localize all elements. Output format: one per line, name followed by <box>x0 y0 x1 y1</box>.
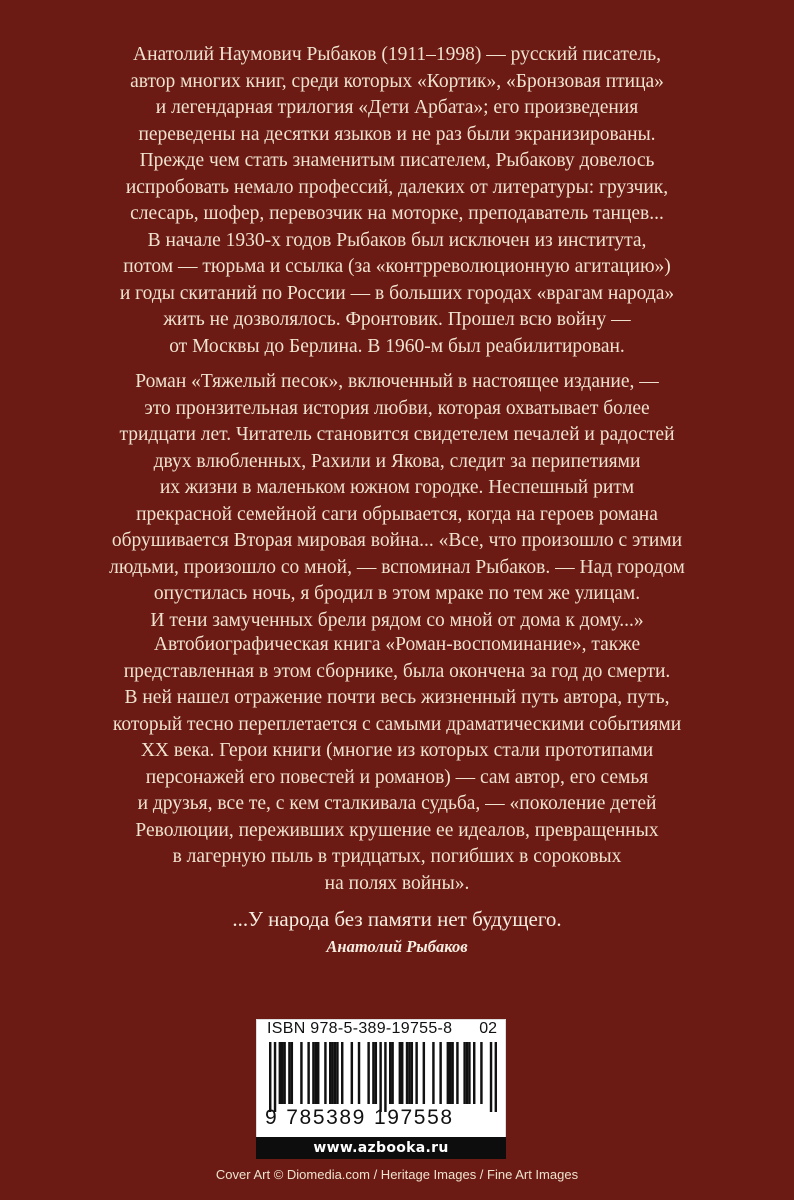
text-line: Анатолий Наумович Рыбаков (1911–1998) — русский писатель, <box>132 44 662 65</box>
barcode-bar <box>324 1042 326 1104</box>
text-line: в лагерную пыль в тридцатых, погибших в сороковых <box>172 846 622 867</box>
memoir-description-paragraph <box>60 632 734 897</box>
text-line: на полях войны». <box>324 872 470 894</box>
barcode-bar <box>447 1042 449 1104</box>
novel-description-paragraph <box>60 369 734 634</box>
barcode-bar <box>473 1042 475 1104</box>
barcode-bar <box>495 1042 497 1112</box>
barcode-bar <box>408 1042 410 1104</box>
barcode-bar <box>490 1042 492 1112</box>
text-line: опустилась ночь, я бродил в этом мраке по тем же улицам. <box>153 583 641 604</box>
cover-art-credits: Cover Art © Diomedia.com / Heritage Images / Fine Art Images <box>215 1167 579 1182</box>
barcode-bar <box>331 1042 333 1104</box>
barcode-bar <box>379 1042 381 1112</box>
isbn-label: ISBN 978-5-389-19755-8 <box>267 1020 453 1037</box>
epigraph-author: Анатолий Рыбаков <box>326 937 468 956</box>
text-line: Роман «Тяжелый песок», включенный в настоящее издание, — <box>135 371 659 392</box>
barcode-bar <box>384 1042 386 1112</box>
barcode-bar <box>466 1042 468 1104</box>
text-line: Революции, переживших крушение ее идеалов, превращенных <box>135 819 659 841</box>
text-line: В ней нашел отражение почти весь жизненный путь автора, путь, <box>124 687 670 708</box>
text-line: это пронзительная история любви, которая охватывает более <box>144 397 650 419</box>
text-line: который тесно переплетается с самыми драматическими событиями <box>112 713 682 735</box>
barcode-bar <box>358 1042 360 1104</box>
barcode-bar <box>439 1042 441 1104</box>
barcode-bar <box>291 1042 293 1104</box>
barcode-bar <box>401 1042 403 1104</box>
barcode-bars <box>269 1042 497 1112</box>
barcode-bar <box>300 1042 302 1104</box>
barcode-bar <box>432 1042 434 1104</box>
text-line: автор многих книг, среди которых «Кортик», «Бронзовая птица» <box>130 70 664 92</box>
text-line: слесарь, шофер, перевозчик на моторке, преподаватель танцев... <box>130 203 664 224</box>
epigraph-quote: ...У народа без памяти нет будущего. <box>232 907 562 931</box>
text-line: XX века. Герои книги (многие из которых стали прототипами <box>140 740 654 761</box>
text-line: В начале 1930-х годов Рыбаков был исключен из института, <box>147 229 647 251</box>
text-line: и друзья, все те, с кем сталкивала судьба, — «поколение детей <box>137 793 657 814</box>
barcode-bar <box>468 1042 470 1104</box>
barcode-bar <box>449 1042 451 1104</box>
text-line: людьми, произошло со мной, — вспоминал Рыбаков. — Над городом <box>109 556 685 578</box>
isbn-barcode <box>256 1019 506 1139</box>
barcode-bar <box>423 1042 425 1104</box>
barcode-digits <box>265 1106 454 1130</box>
text-line: от Москвы до Берлина. В 1960-м был реабилитирован. <box>169 335 625 357</box>
barcode-bar <box>399 1042 401 1104</box>
barcode-bar <box>307 1042 309 1104</box>
barcode-bar <box>375 1042 377 1104</box>
text-line: И тени замученных брели рядом со мной от дома к дому...» <box>150 609 644 631</box>
barcode-bar <box>329 1042 331 1104</box>
barcode-bar <box>315 1042 317 1104</box>
text-line: и годы скитаний по России — в больших городах «врагам народа» <box>119 282 675 304</box>
text-line: жить не дозволялось. Фронтовик. Прошел всю войну — <box>163 309 631 330</box>
barcode-bar <box>281 1042 283 1104</box>
text-line: Прежде чем стать знаменитым писателем, Рыбакову довелось <box>139 150 655 171</box>
text-line: потом — тюрьма и ссылка (за «контрреволюционную агитацию») <box>123 256 671 277</box>
text-line: их жизни в маленьком южном городке. Неспешный ритм <box>159 477 635 498</box>
barcode-bar <box>334 1042 336 1104</box>
barcode-bar <box>336 1042 338 1104</box>
barcode-bar <box>456 1042 458 1104</box>
barcode-bar <box>391 1042 393 1104</box>
barcode-bar <box>269 1042 271 1112</box>
text-line: представленная в этом сборнике, была окончена за год до смерти. <box>123 660 671 682</box>
barcode-digits-right: 197558 <box>373 1106 454 1129</box>
barcode-bar <box>411 1042 413 1104</box>
barcode-bar <box>312 1042 314 1104</box>
barcode-bar <box>341 1042 343 1104</box>
author-bio-paragraph <box>60 42 734 360</box>
barcode-bar <box>480 1042 482 1104</box>
text-line: Автобиографическая книга «Роман-воспоминание», также <box>153 634 641 655</box>
barcode-bar <box>415 1042 417 1104</box>
barcode-bar <box>283 1042 285 1104</box>
text-line: испробовать немало профессий, далеких от литературы: грузчик, <box>125 176 669 198</box>
barcode-bar <box>451 1042 453 1104</box>
text-line: и легендарная трилогия «Дети Арбата»; его произведения <box>155 97 639 118</box>
barcode-bar <box>351 1042 353 1104</box>
barcode-bar <box>389 1042 391 1104</box>
publisher-url: www.azbooka.ru <box>256 1137 506 1159</box>
barcode-bar <box>274 1042 276 1112</box>
barcode-digits-left: 785389 <box>286 1106 366 1129</box>
text-line: двух влюбленных, Рахили и Якова, следит за перипетиями <box>153 450 641 472</box>
text-line: прекрасной семейной саги обрывается, когда на героев романа <box>136 503 658 525</box>
text-line: персонажей его повестей и романов) — сам автор, его семья <box>145 766 649 788</box>
barcode-bar <box>367 1042 369 1104</box>
barcode-bar <box>288 1042 290 1104</box>
barcode-bar <box>463 1042 465 1104</box>
barcode-bar <box>406 1042 408 1104</box>
text-line: тридцати лет. Читатель становится свидетелем печалей и радостей <box>119 424 675 445</box>
text-line: обрушивается Вторая мировая война... «Все, что произошло с этими <box>111 530 683 551</box>
barcode-bar <box>372 1042 374 1104</box>
barcode-bar <box>279 1042 281 1104</box>
barcode-bar <box>317 1042 319 1104</box>
barcode-digit-first: 9 <box>265 1106 279 1129</box>
barcode-addon: 02 <box>479 1020 497 1037</box>
text-line: переведены на десятки языков и не раз были экранизированы. <box>138 123 656 145</box>
